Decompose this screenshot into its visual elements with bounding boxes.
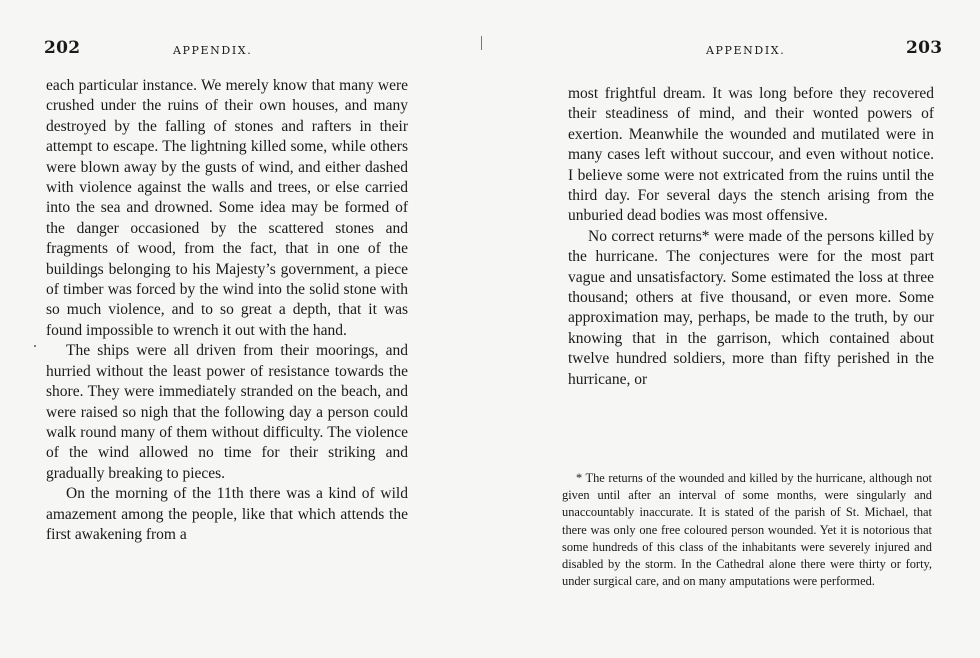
right-page xyxy=(490,0,980,658)
body-text xyxy=(46,76,408,545)
running-head: APPENDIX. xyxy=(706,44,786,57)
page-number: 202 xyxy=(44,38,81,58)
footnote xyxy=(562,470,932,590)
running-head: APPENDIX. xyxy=(173,44,253,57)
paragraph: each particular instance. We merely know that many were crushed under the ruins of their own houses, and many destroyed by the falling of stones and rafters in their attempt to escape. The lightning killed some, while others were blown away by the gusts of wind, and either dashed with violence against the walls and trees, or else carried into the sea and drowned. Some idea may be formed of the danger occasioned by the scattered stones and fragments of wood, from the fact, that in one of the buildings belonging to his Majesty’s government, a piece of timber was forced by the wind into the solid stone with so much violence, and to so great a depth, that it was found impossible to wrench it out with the hand. xyxy=(46,77,408,339)
print-speck xyxy=(34,345,36,347)
paragraph: most frightful dream. It was long before they recovered their steadiness of mind, and their wonted powers of exertion. Meanwhile the wounded and mutilated were in many cases left without succour, and even without notice. I believe some were not extricated from the ruins until the third day. For several days the stench arising from the unburied dead bodies was most offensive. xyxy=(568,85,934,225)
paragraph: On the morning of the 11th there was a kind of wild amazement among the people, like that which attends the first awakening from a xyxy=(46,485,408,543)
footnote-text: * The returns of the wounded and killed by the hurricane, although not given until after an interval of some months, were singularly and unaccountably inaccurate. It is stated of the parish of St. Michael, that there was only one free coloured person wounded. Yet it is notorious that some hundreds of this class of the inhabitants were severely injured and disabled by the storm. In the Cathedral alone there were thirty or forty, under surgical care, and on many amputations were performed. xyxy=(562,471,932,589)
left-page xyxy=(0,0,480,658)
gutter-mark xyxy=(481,36,482,50)
page-number: 203 xyxy=(906,38,943,58)
paragraph: No correct returns* were made of the persons killed by the hurricane. The conjectures were for the most part vague and unsatisfactory. Some estimated the loss at three thousand; others at five thousand, or even more. Some approximation may, perhaps, be made to the truth, by our knowing that in the garrison, which contained about twelve hundred soldiers, more than fifty perished in the hurricane, or xyxy=(568,227,934,388)
body-text xyxy=(568,84,934,390)
paragraph: The ships were all driven from their moorings, and hurried without the least power of resistance towards the shore. They were immediately stranded on the beach, and were raised so nigh that the following day a person could walk round many of them without difficulty. The violence of the wind allowed no time for their striking and gradually breaking to pieces. xyxy=(46,342,408,482)
